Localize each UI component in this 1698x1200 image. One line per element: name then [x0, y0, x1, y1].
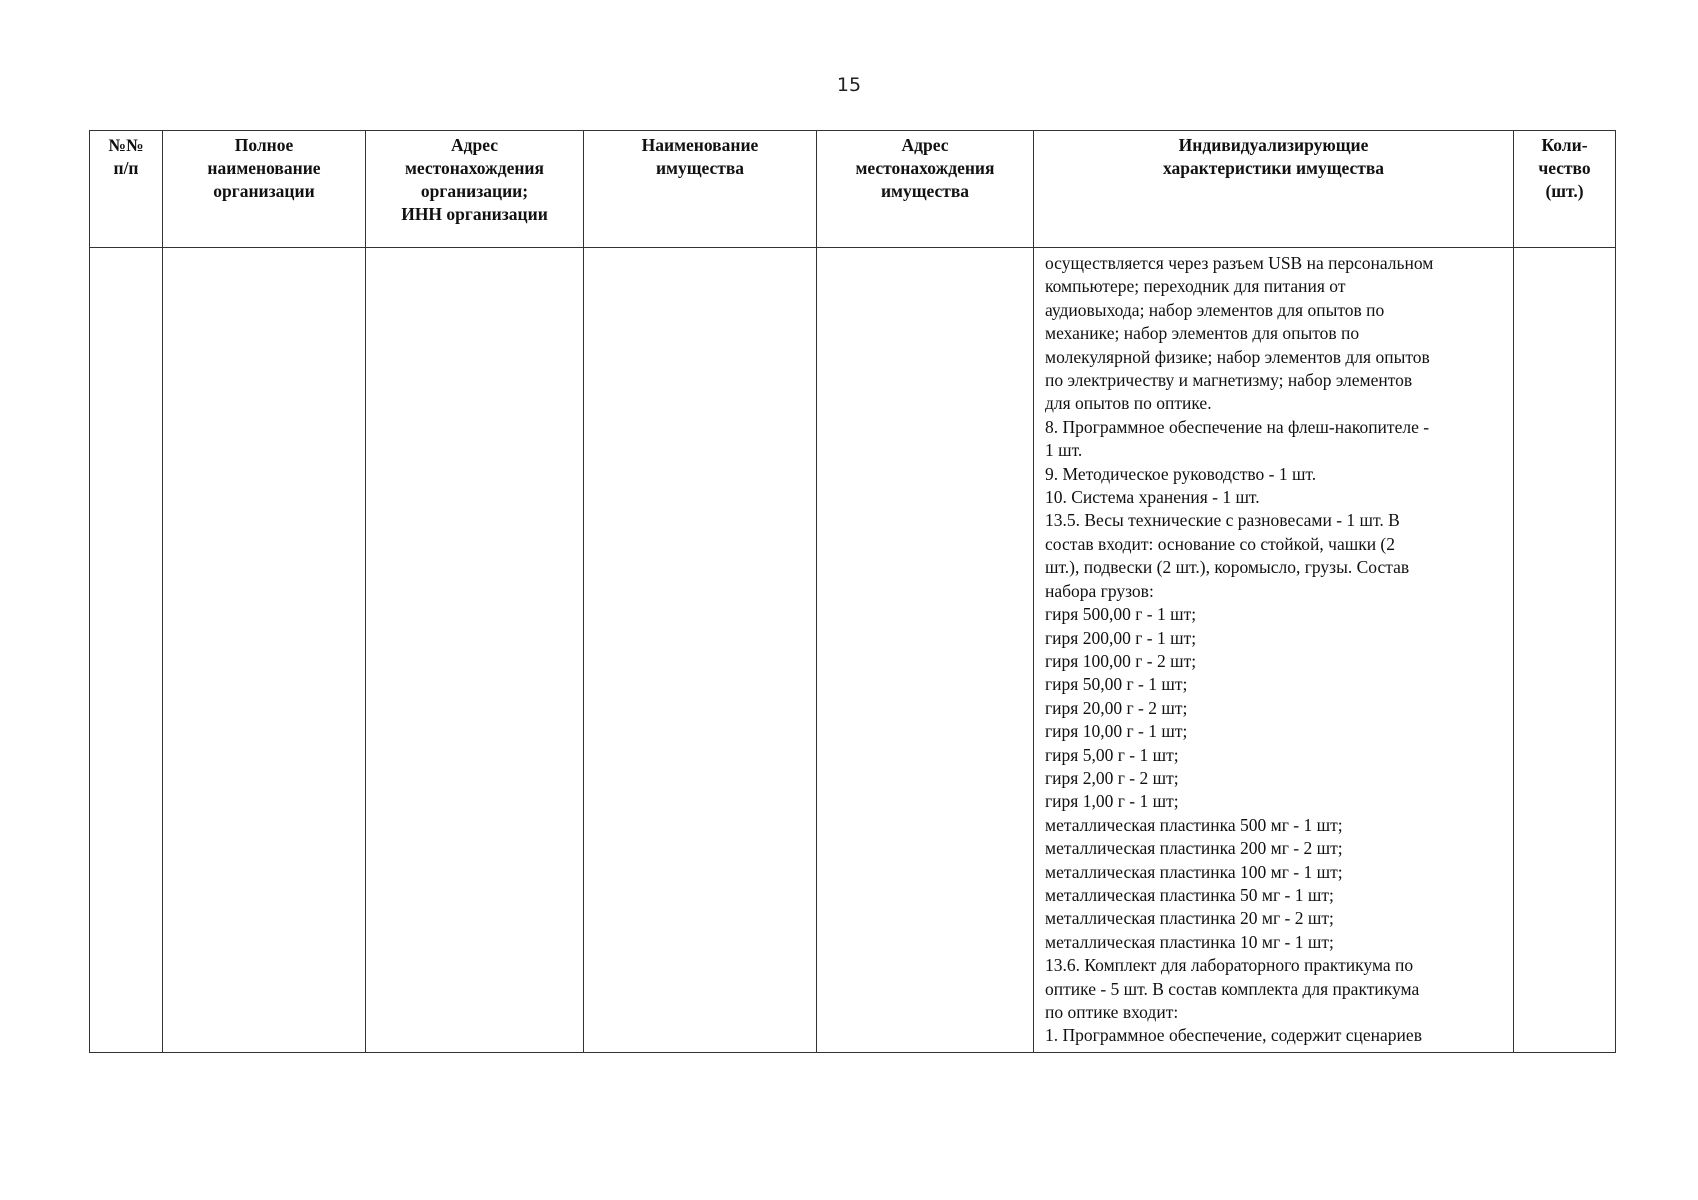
property-table [89, 130, 1616, 1053]
description-line: осуществляется через разъем USB на персональном [1045, 253, 1434, 273]
header-property-address: Адрес местонахождения имущества [817, 131, 1034, 248]
cell-number [90, 248, 163, 1053]
header-quantity: Коли- чество (шт.) [1514, 131, 1616, 248]
description-line: металлическая пластинка 200 мг - 2 шт; [1045, 838, 1343, 859]
table-row [90, 248, 1616, 1053]
description-line: молекулярной физике; набор элементов для опытов [1045, 346, 1430, 367]
description-line: гиря 200,00 г - 1 шт; [1045, 627, 1197, 648]
cell-property-address [817, 248, 1034, 1053]
cell-organization-name [163, 248, 366, 1053]
description-line: металлическая пластинка 50 мг - 1 шт; [1045, 884, 1334, 905]
description-line: гиря 10,00 г - 1 шт; [1045, 721, 1188, 742]
description-line: гиря 1,00 г - 1 шт; [1045, 791, 1179, 812]
cell-quantity [1514, 248, 1616, 1053]
description-line: механике; набор элементов для опытов по [1045, 323, 1360, 344]
description-line: для опытов по оптике. [1045, 393, 1212, 414]
description-line: гиря 50,00 г - 1 шт; [1045, 674, 1188, 695]
cell-organization-address [366, 248, 584, 1053]
description-line: гиря 20,00 г - 2 шт; [1045, 697, 1188, 718]
description-line: 10. Система хранения - 1 шт. [1045, 487, 1260, 508]
description-line: набора грузов: [1045, 580, 1154, 601]
description-line: гиря 500,00 г - 1 шт; [1045, 604, 1197, 625]
description-line: металлическая пластинка 10 мг - 1 шт; [1045, 931, 1334, 952]
header-organization-address: Адрес местонахождения организации; ИНН организации [366, 131, 584, 248]
header-property-name: Наименование имущества [584, 131, 817, 248]
description-line: 8. Программное обеспечение на флеш-накопителе - [1045, 416, 1430, 437]
page-number: 15 [836, 74, 862, 96]
description-line: гиря 2,00 г - 2 шт; [1045, 767, 1179, 788]
description-line: 1. Программное обеспечение, содержит сценариев [1045, 1025, 1422, 1046]
description-line: по электричеству и магнетизму; набор элементов [1045, 370, 1413, 391]
header-number: №№ п/п [90, 131, 163, 248]
header-property-characteristics: Индивидуализирующие характеристики имущества [1034, 131, 1514, 248]
description-line: состав входит: основание со стойкой, чашки (2 [1045, 533, 1396, 554]
description-line: гиря 5,00 г - 1 шт; [1045, 744, 1179, 765]
table-header-row [90, 131, 1616, 248]
cell-property-characteristics [1034, 248, 1514, 1053]
description-line: металлическая пластинка 100 мг - 1 шт; [1045, 861, 1343, 882]
description-line: 13.6. Комплект для лабораторного практикума по [1045, 955, 1414, 976]
header-organization-name: Полное наименование организации [163, 131, 366, 248]
cell-property-name [584, 248, 817, 1053]
description-line: 13.5. Весы технические с разновесами - 1 шт. В [1045, 510, 1400, 531]
description-line: оптике - 5 шт. В состав комплекта для практикума [1045, 978, 1420, 999]
description-line: 9. Методическое руководство - 1 шт. [1045, 463, 1317, 484]
description-line: аудиовыхода; набор элементов для опытов по [1045, 299, 1385, 320]
description-line: шт.), подвески (2 шт.), коромысло, грузы. Состав [1045, 557, 1410, 578]
description-line: металлическая пластинка 20 мг - 2 шт; [1045, 908, 1334, 929]
description-line: по оптике входит: [1045, 1002, 1179, 1022]
description-line: гиря 100,00 г - 2 шт; [1045, 650, 1197, 671]
description-line: металлическая пластинка 500 мг - 1 шт; [1045, 814, 1343, 835]
description-line: компьютере; переходник для питания от [1045, 276, 1346, 297]
description-line: 1 шт. [1045, 440, 1083, 461]
